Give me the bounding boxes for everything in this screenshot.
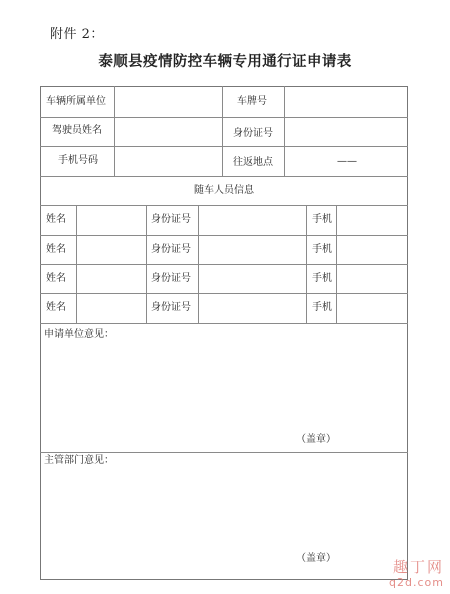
row-divider <box>40 205 408 206</box>
column-divider <box>114 86 115 176</box>
passenger-phone-label: 手机 <box>312 302 332 313</box>
row-divider <box>40 293 408 294</box>
column-divider <box>222 86 223 176</box>
driver-id-number-label: 身份证号 <box>233 128 273 139</box>
row-divider <box>40 176 408 177</box>
column-divider <box>284 86 285 176</box>
passenger-id-label: 身份证号 <box>151 244 191 255</box>
passenger-id-label: 身份证号 <box>151 302 191 313</box>
authority-opinion-label: 主管部门意见： <box>44 455 114 466</box>
watermark-domain: q2d.com <box>389 576 444 589</box>
column-divider <box>336 205 337 323</box>
applicant-opinion-label: 申请单位意见： <box>44 329 114 340</box>
passenger-id-label: 身份证号 <box>151 214 191 225</box>
authority-seal-text: （盖章） <box>296 553 336 564</box>
passenger-phone-label: 手机 <box>312 214 332 225</box>
route-label: 往返地点 <box>233 157 273 168</box>
row-divider <box>40 452 408 453</box>
row-divider <box>40 146 408 147</box>
column-divider <box>198 205 199 323</box>
passenger-name-label: 姓名 <box>46 273 66 284</box>
application-form-table <box>40 86 408 580</box>
column-divider <box>306 205 307 323</box>
column-divider <box>76 205 77 323</box>
site-watermark <box>389 560 444 588</box>
passenger-phone-label: 手机 <box>312 273 332 284</box>
applicant-seal-text: （盖章） <box>296 434 336 445</box>
column-divider <box>146 205 147 323</box>
row-divider <box>40 235 408 236</box>
owner-unit-label: 车辆所属单位 <box>46 96 106 107</box>
row-divider <box>40 323 408 324</box>
passenger-section-title: 随车人员信息 <box>194 185 254 196</box>
page-title: 泰顺县疫情防控车辆专用通行证申请表 <box>98 53 352 70</box>
passenger-name-label: 姓名 <box>46 302 66 313</box>
route-value: —— <box>337 156 357 167</box>
passenger-name-label: 姓名 <box>46 214 66 225</box>
watermark-text: 趣丁网 <box>392 558 444 576</box>
plate-number-label: 车牌号 <box>237 96 267 107</box>
row-divider <box>40 264 408 265</box>
passenger-id-label: 身份证号 <box>151 273 191 284</box>
row-divider <box>40 117 408 118</box>
passenger-name-label: 姓名 <box>46 244 66 255</box>
driver-name-label: 驾驶员姓名 <box>52 125 102 136</box>
attachment-label: 附件 2： <box>50 27 104 42</box>
phone-number-label: 手机号码 <box>58 155 98 166</box>
passenger-phone-label: 手机 <box>312 244 332 255</box>
